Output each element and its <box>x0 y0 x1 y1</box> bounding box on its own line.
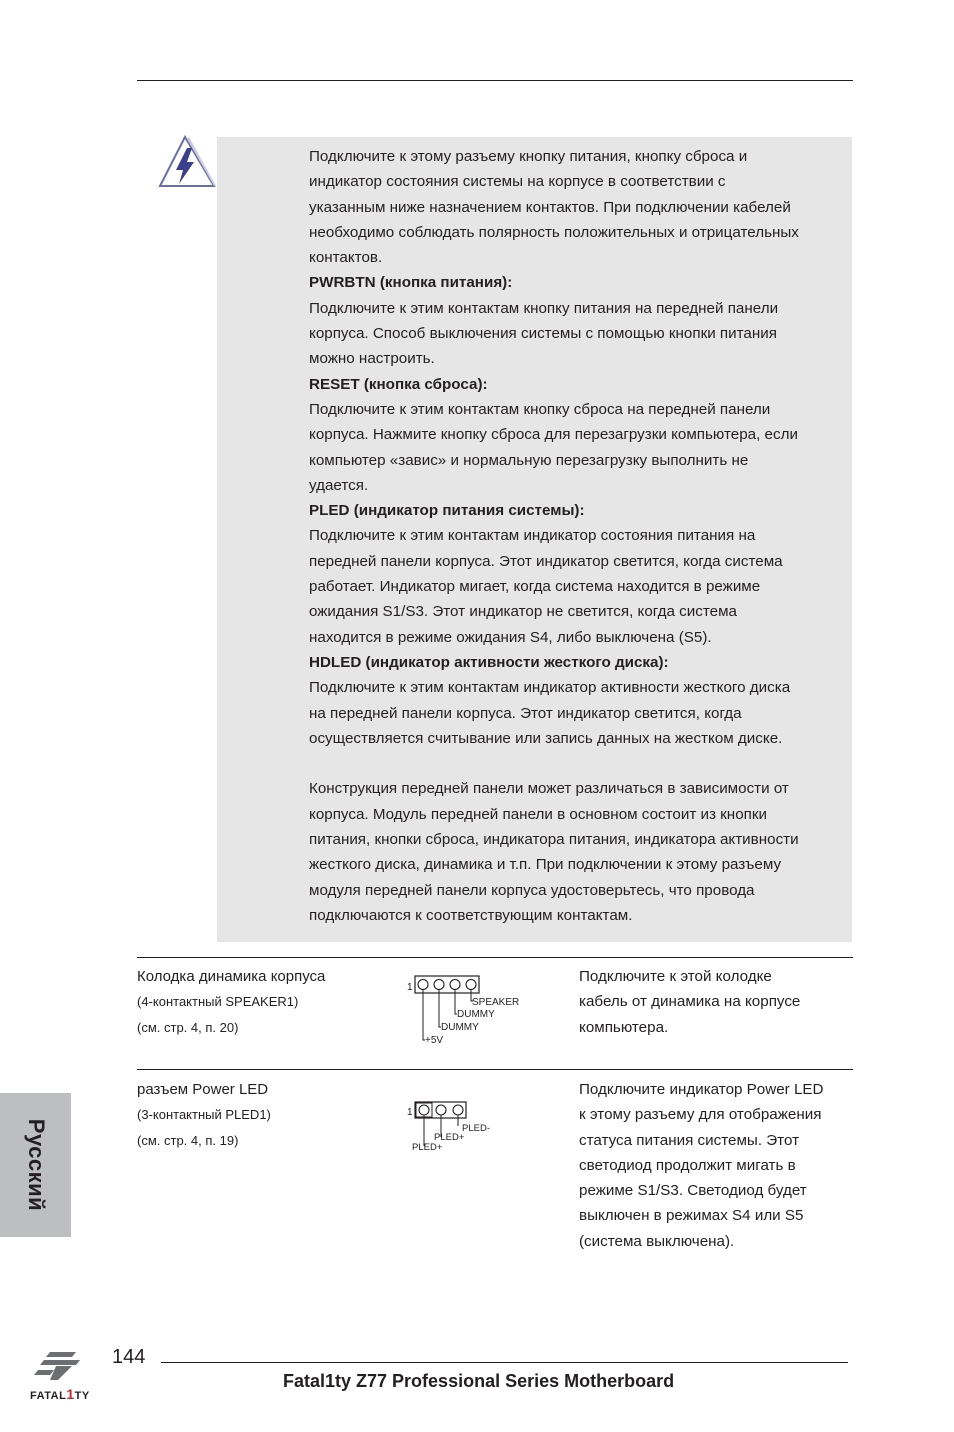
speaker-desc-line: Подключите к этой колодке <box>579 968 772 985</box>
footer-rule <box>161 1362 848 1363</box>
speaker-header-diagram <box>405 974 523 1046</box>
section-heading-hdled: HDLED (индикатор активности жесткого диска): <box>309 653 669 671</box>
note-line: Конструкция передней панели может различаться в зависимости от <box>309 780 789 798</box>
fatal1ty-logo-text <box>30 1386 90 1402</box>
speaker-desc-line: кабель от динамика на корпусе <box>579 993 801 1011</box>
section-line: Подключите к этим контактам индикатор активности жесткого диска <box>309 679 791 697</box>
section-heading-pled: PLED (индикатор питания системы): <box>309 502 585 520</box>
speaker-ref: (см. стр. 4, п. 20) <box>137 1019 239 1035</box>
section-line: находится в режиме ожидания S4, либо выключена (S5). <box>309 628 712 646</box>
speaker-desc-line: компьютера. <box>579 1018 669 1036</box>
pled-desc-line: режиме S1/S3. Светодиод будет <box>579 1182 807 1200</box>
pled-pin <box>419 1105 429 1115</box>
note-line: корпуса. Модуль передней панели в основном состоит из кнопки <box>309 805 767 823</box>
intro-line: контактов. <box>309 249 383 267</box>
pled-pin <box>436 1105 446 1115</box>
speaker-subtitle: (4-контактный SPEAKER1) <box>137 994 299 1010</box>
pled-info <box>137 1077 271 1153</box>
speaker-pin-label: +5V <box>425 1035 444 1046</box>
pled-desc-line: выключен в режимах S4 или S5 <box>579 1207 804 1225</box>
spacer <box>309 751 869 776</box>
speaker-pin-label: SPEAKER <box>472 997 520 1008</box>
speaker-header-outline <box>415 976 479 993</box>
intro-line: указанным ниже назначением контактов. При подключении кабелей <box>309 198 791 216</box>
intro-line: Подключите к этому разъему кнопку питания, кнопку сброса и <box>309 148 748 165</box>
pled-pin-label: PLED+ <box>434 1132 465 1143</box>
top-rule <box>137 80 853 81</box>
section-line: корпуса. Способ выключения системы с помощью кнопки питания <box>309 325 777 343</box>
logo-text-a: FATAL <box>30 1390 67 1402</box>
pled-ref: (см. стр. 4, п. 19) <box>137 1132 239 1148</box>
section-line: Подключите к этим контактам индикатор состояния питания на <box>309 527 756 545</box>
warning-icon <box>156 134 220 192</box>
intro-line: индикатор состояния системы на корпусе в соответствии с <box>309 173 726 191</box>
pled-desc-line: светодиод продолжит мигать в <box>579 1156 796 1174</box>
speaker-pin1-label: 1 <box>407 982 413 993</box>
pled-pin1-label: 1 <box>407 1107 413 1118</box>
section-line: осуществляется считывание или запись данных на жестком диске. <box>309 729 783 747</box>
section-line: на передней панели корпуса. Этот индикатор светится, когда <box>309 704 742 722</box>
divider <box>137 957 853 958</box>
section-heading-reset: RESET (кнопка сброса): <box>309 375 488 393</box>
section-line: Подключите к этим контактам кнопку сброса на передней панели <box>309 400 771 418</box>
language-tab <box>0 1093 71 1237</box>
speaker-description <box>579 964 859 1040</box>
pled-title: разъем Power LED <box>137 1081 269 1098</box>
info-box-text <box>309 144 869 928</box>
pled-desc-line: Подключите индикатор Power LED <box>579 1081 824 1098</box>
speaker-pin-label: DUMMY <box>441 1022 479 1033</box>
speaker-info <box>137 964 325 1040</box>
footer-title: Fatal1ty Z77 Professional Series Motherboard <box>283 1371 675 1391</box>
logo-text-b: 1 <box>66 1386 75 1402</box>
speaker-pin <box>450 980 460 990</box>
speaker-lead <box>423 990 425 1041</box>
pled-subtitle: (3-контактный PLED1) <box>137 1107 271 1123</box>
pled-pin <box>453 1105 463 1115</box>
section-line: удается. <box>309 476 369 494</box>
pled-desc-line: (система выключена). <box>579 1232 735 1250</box>
divider <box>137 1069 853 1070</box>
section-line: передней панели корпуса. Этот индикатор светится, когда система <box>309 552 783 570</box>
pled-description <box>579 1077 859 1254</box>
pled-header-diagram <box>405 1099 495 1155</box>
pled-pin-label: PLED- <box>462 1123 490 1134</box>
pled-pin-label: PLED+ <box>412 1142 443 1153</box>
section-heading-pwrbtn: PWRBTN (кнопка питания): <box>309 274 513 292</box>
section-line: корпуса. Нажмите кнопку сброса для перезагрузки компьютера, если <box>309 426 798 444</box>
logo-text-c: TY <box>74 1390 90 1402</box>
speaker-pin <box>466 980 476 990</box>
note-line: питания, кнопки сброса, индикатора питания, индикатора активности <box>309 831 799 849</box>
section-line: работает. Индикатор мигает, когда система находится в режиме <box>309 578 761 596</box>
section-line: компьютер «завис» и нормальную перезагрузку выполнить не <box>309 451 749 469</box>
speaker-title: Колодка динамика корпуса <box>137 968 326 985</box>
speaker-pin-label: DUMMY <box>457 1009 495 1020</box>
note-line: подключаются к соответствующим контактам. <box>309 906 633 924</box>
speaker-pin <box>434 980 444 990</box>
intro-line: необходимо соблюдать полярность положительных и отрицательных <box>309 223 799 241</box>
note-line: жесткого диска, динамика и т.п. При подключении к этому разъему <box>309 856 782 874</box>
language-tab-label: Русский <box>23 1118 49 1212</box>
pled-desc-line: к этому разъему для отображения <box>579 1106 822 1124</box>
section-line: можно настроить. <box>309 350 435 368</box>
page-number: 144 <box>112 1346 146 1368</box>
section-line: Подключите к этим контактам кнопку питания на передней панели <box>309 299 779 317</box>
pled-desc-line: статуса питания системы. Этот <box>579 1131 800 1149</box>
note-line: модуля передней панели корпуса удостоверьтесь, что провода <box>309 881 755 899</box>
speaker-pin <box>418 980 428 990</box>
section-line: ожидания S1/S3. Этот индикатор не светится, когда система <box>309 603 737 621</box>
